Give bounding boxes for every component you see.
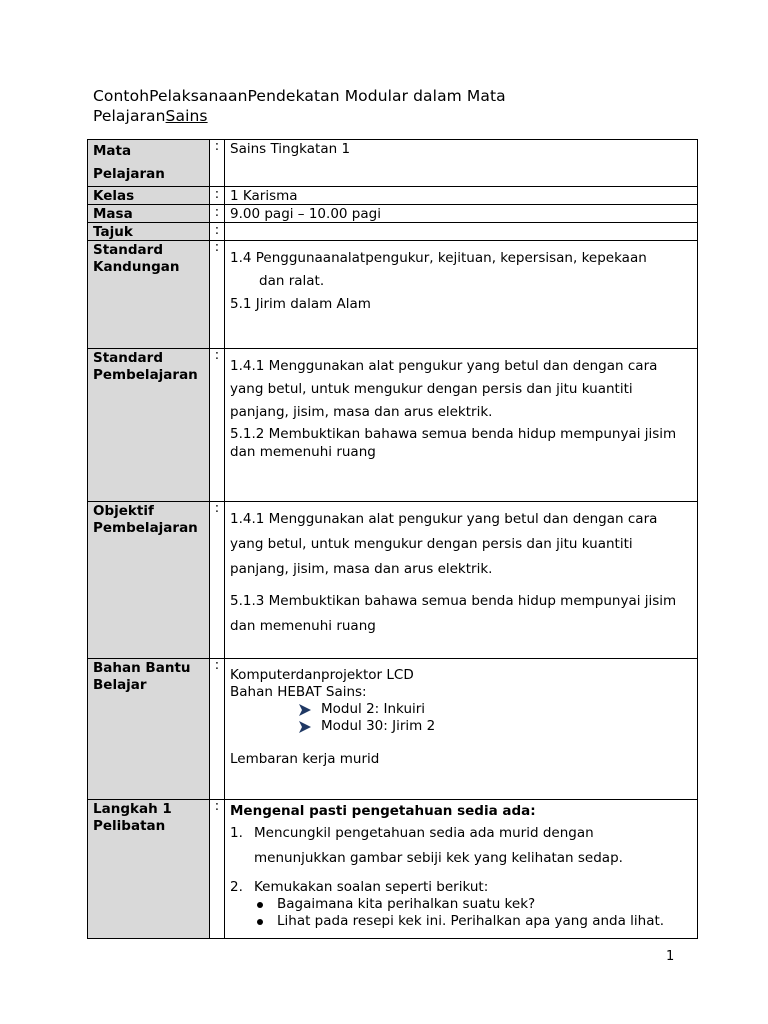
- label-line: Langkah 1: [93, 801, 172, 817]
- colon: :: [210, 800, 225, 939]
- text-line: Lembaran kerja murid: [230, 751, 380, 767]
- list-item: [230, 913, 697, 930]
- value-objektif-pembelajaran: [225, 502, 698, 659]
- row-masa: [88, 205, 698, 223]
- label-line: Standard: [93, 350, 163, 366]
- value-tajuk: [225, 223, 698, 241]
- row-langkah-1: [88, 800, 698, 939]
- label-line: Pembelajaran: [93, 367, 198, 383]
- step-item: [230, 821, 697, 871]
- row-standard-kandungan: [88, 241, 698, 349]
- value-mata-pelajaran: Sains Tingkatan 1: [225, 140, 698, 187]
- step-heading: Mengenal pasti pengetahuan sedia ada:: [230, 803, 536, 819]
- row-kelas: [88, 187, 698, 205]
- label-standard-pembelajaran: [88, 349, 210, 502]
- label-line: Pelajaran: [93, 166, 165, 182]
- colon: :: [210, 223, 225, 241]
- text-line: panjang, jisim, masa dan arus elektrik.: [230, 561, 493, 577]
- bullet-icon: [257, 902, 263, 908]
- label-line: Pembelajaran: [93, 520, 198, 536]
- text-line: 5.1.3 Membuktikan bahawa semua benda hidup mempunyai jisim: [230, 593, 677, 609]
- label-line: Belajar: [93, 677, 147, 693]
- colon: :: [210, 205, 225, 223]
- value-masa: 9.00 pagi – 10.00 pagi: [225, 205, 698, 223]
- text-line: dan ralat.: [259, 273, 325, 289]
- list-item: [230, 896, 697, 913]
- label-standard-kandungan: [88, 241, 210, 349]
- value-langkah-1: [225, 800, 698, 939]
- arrow-bullet-icon: [298, 704, 312, 716]
- label-line: Pelibatan: [93, 818, 166, 834]
- colon: :: [210, 349, 225, 502]
- label-line: Kandungan: [93, 259, 180, 275]
- bullet-icon: [257, 919, 263, 925]
- list-item: [230, 701, 697, 718]
- text-line: 1.4.1 Menggunakan alat pengukur yang betul dan dengan cara: [230, 511, 658, 527]
- text-line: yang betul, untuk mengukur dengan persis dan jitu kuantiti: [230, 536, 633, 552]
- title-line-1: ContohPelaksanaanPendekatan Modular dalam Mata: [93, 87, 506, 105]
- label-mata-pelajaran: [88, 140, 210, 187]
- value-bahan-bantu-belajar: [225, 659, 698, 800]
- text-line: Bahan HEBAT Sains:: [230, 684, 367, 700]
- label-kelas: Kelas: [88, 187, 210, 205]
- label-line: Mata: [93, 143, 132, 159]
- label-masa: Masa: [88, 205, 210, 223]
- arrow-bullet-icon: [298, 721, 312, 733]
- colon: :: [210, 187, 225, 205]
- label-line: Bahan Bantu: [93, 660, 191, 676]
- label-bahan-bantu-belajar: [88, 659, 210, 800]
- step-item: [230, 879, 697, 896]
- label-langkah-1: [88, 800, 210, 939]
- list-item-label: Modul 30: Jirim 2: [321, 718, 436, 734]
- text-line: Komputerdanprojektor LCD: [230, 667, 414, 683]
- title-prefix: Pelajaran: [93, 107, 166, 125]
- row-bahan-bantu-belajar: [88, 659, 698, 800]
- row-mata-pelajaran: [88, 140, 698, 187]
- colon: :: [210, 502, 225, 659]
- text-line: menunjukkan gambar sebiji kek yang kelihatan sedap.: [254, 850, 623, 866]
- label-line: Standard: [93, 242, 163, 258]
- text-line: 1.4.1 Menggunakan alat pengukur yang betul dan dengan cara: [230, 358, 658, 374]
- row-standard-pembelajaran: [88, 349, 698, 502]
- text-line: Mencungkil pengetahuan sedia ada murid dengan: [254, 825, 594, 841]
- colon: :: [210, 140, 225, 187]
- text-line: 1.4 Penggunaanalatpengukur, kejituan, kepersisan, kepekaan: [230, 250, 647, 266]
- step-number: 2.: [230, 879, 243, 895]
- label-objektif-pembelajaran: [88, 502, 210, 659]
- document-title: [93, 86, 613, 126]
- text-line: Kemukakan soalan seperti berikut:: [254, 879, 489, 895]
- value-standard-pembelajaran: [225, 349, 698, 502]
- text-line: dan memenuhi ruang: [230, 618, 376, 634]
- title-line-2: [93, 106, 613, 126]
- text-line: 5.1.2 Membuktikan bahawa semua benda hidup mempunyai jisim: [230, 426, 677, 442]
- value-kelas: 1 Karisma: [225, 187, 698, 205]
- list-item-label: Bagaimana kita perihalkan suatu kek?: [277, 896, 536, 912]
- text-line: 5.1 Jirim dalam Alam: [230, 296, 371, 312]
- row-objektif-pembelajaran: [88, 502, 698, 659]
- colon: :: [210, 659, 225, 800]
- lesson-plan-table: [87, 139, 698, 939]
- label-line: Objektif: [93, 503, 154, 519]
- title-subject: Sains: [165, 107, 208, 125]
- page-number: 1: [666, 949, 675, 964]
- text-line: yang betul, untuk mengukur dengan persis dan jitu kuantiti: [230, 381, 633, 397]
- step-number: 1.: [230, 825, 243, 841]
- colon: :: [210, 241, 225, 349]
- list-item: [230, 718, 697, 735]
- label-tajuk: Tajuk: [88, 223, 210, 241]
- list-item-label: Modul 2: Inkuiri: [321, 701, 426, 717]
- text-line: dan memenuhi ruang: [230, 444, 376, 460]
- row-tajuk: [88, 223, 698, 241]
- list-item-label: Lihat pada resepi kek ini. Perihalkan apa yang anda lihat.: [277, 913, 665, 929]
- text-line: panjang, jisim, masa dan arus elektrik.: [230, 404, 493, 420]
- value-standard-kandungan: [225, 241, 698, 349]
